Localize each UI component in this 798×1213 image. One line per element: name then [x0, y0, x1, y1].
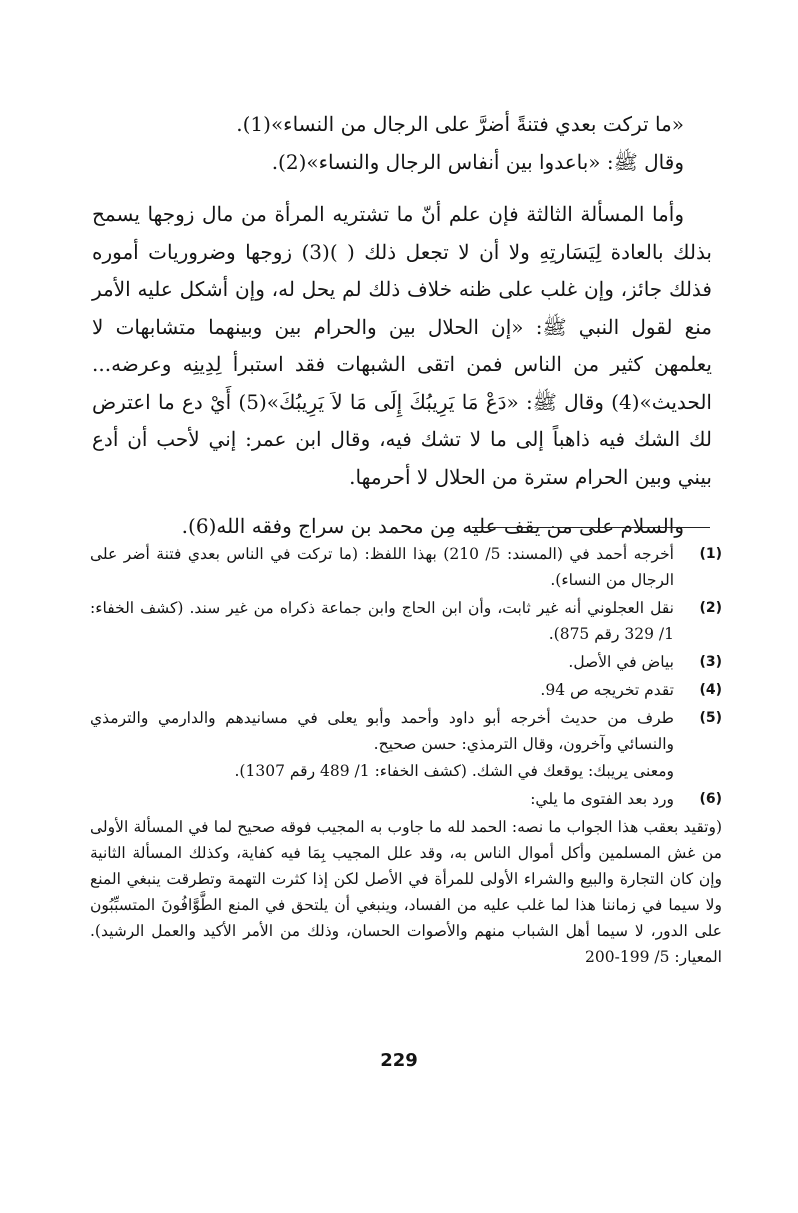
- footnote-line: طرف من حديث أخرجه أبو داود وأحمد وأبو يعلى في مسانيدهم والدارمي والترمذي والنسائي وآخرون، وقال الترمذي: حسن صحيح.: [90, 709, 674, 753]
- body-paragraph: وأما المسألة الثالثة فإن علم أنّ ما تشتريه المرأة من مال زوجها يسمح بذلك بالعادة لِيَسَارتِهِ ولا أن لا تجعل ذلك ( )(3) زوجها وضروريات أموره فذلك جائز، وإن غلب على ظنه خلاف ذلك لم يحل له، وإن أشكل عليه الأمر منع لقول النبي ﷺ: «إن الحلال بين والحرام بين وبينهما متشابهات لا يعلمهن كثير من الناس فمن اتقى الشبهات فقد استبرأ لِدِينِه وعرضه... الحديث»(4) وقال ﷺ: «دَعْ مَا يَرِيبُكَ إِلَى مَا لاَ يَرِيبُكَ»(5) أَيْ دع ما اعترض لك الشك فيه ذاهباً إلى ما لا تشك فيه، وقال ابن عمر: إني لأحب أن أدع بيني وبين الحرام سترة من الحلال لا أحرمها.: [92, 202, 713, 489]
- footnote-item: [90, 677, 722, 703]
- footnote-text: [90, 541, 674, 593]
- footnote-number: (1): [699, 546, 722, 562]
- footnote-text: [90, 677, 674, 703]
- footnote-line: بياض في الأصل.: [568, 653, 674, 671]
- footnote-number: (5): [699, 710, 722, 726]
- hadith-quote-1: «ما تركت بعدي فتنةً أضرَّ على الرجال من النساء»(1).: [236, 112, 684, 136]
- footnote-text: [90, 595, 674, 647]
- footnote-item: [90, 705, 722, 784]
- page-number: 229: [380, 1050, 418, 1071]
- footnote-line: ومعنى يريبك: يوقعك في الشك. (كشف الخفاء: 1/ 489 رقم 1307).: [234, 762, 674, 780]
- footnote-number: (2): [699, 600, 722, 616]
- footnote-text: [90, 649, 674, 675]
- footnote-line: ورد بعد الفتوى ما يلي:: [530, 790, 674, 808]
- footnote-item: [90, 786, 722, 812]
- footnote-line: أخرجه أحمد في (المسند: 5/ 210) بهذا اللفظ: (ما تركت في الناس بعدي فتنة أضر على الرجال من النساء).: [90, 545, 674, 589]
- hadith-quote-2: وقال ﷺ: «باعدوا بين أنفاس الرجال والنساء»(2).: [271, 149, 684, 174]
- footnotes: [90, 541, 722, 970]
- footnote-item: [90, 649, 722, 675]
- footnote-separator: [472, 527, 710, 528]
- footnote-number: (4): [699, 682, 722, 698]
- footnote-item: [90, 541, 722, 593]
- footnote-text: [90, 786, 674, 812]
- footnote-6-quotation: (وتقيد بعقب هذا الجواب ما نصه: الحمد لله ما جاوب به المجيب فوقه صحيح لما في المسألة الأولى من غش المسلمين وأكل أموال الناس به، وقد علل المجيب بِمَا فيه كفاية، وكذلك المسألة الثانية وإن كان التجارة والبيع والشراء الأولى للمرأة في الأصل لكن إذا كثرت التهمة وتطرقت ينبغي المنع ولا سيما في زماننا هذا لما غلب عليه من الفساد، وينبغي أن يلتحق في المنع الطَّوَّافُونَ المتسبِّبُون على الدور، لا سيما أهل الشباب منهم والأصوات الحسان، وذلك من الأمر الأكيد والعمل الرشيد). المعيار: 5/ 199-200: [90, 818, 722, 966]
- footnote-line: نقل العجلوني أنه غير ثابت، وأن ابن الحاج وابن جماعة ذكراه من غير سند. (كشف الخفاء: 1/ 329 رقم 875).: [90, 599, 674, 643]
- footnote-number: (3): [699, 654, 722, 670]
- footnote-line: تقدم تخريجه ص 94.: [540, 681, 674, 699]
- closing-line: والسلام على من يقف عليه مِن محمد بن سراج وفقه الله(6).: [181, 514, 684, 538]
- main-text: [92, 106, 712, 546]
- footnote-text: [90, 705, 674, 784]
- footnote-item: [90, 595, 722, 647]
- footnote-number: (6): [699, 791, 722, 807]
